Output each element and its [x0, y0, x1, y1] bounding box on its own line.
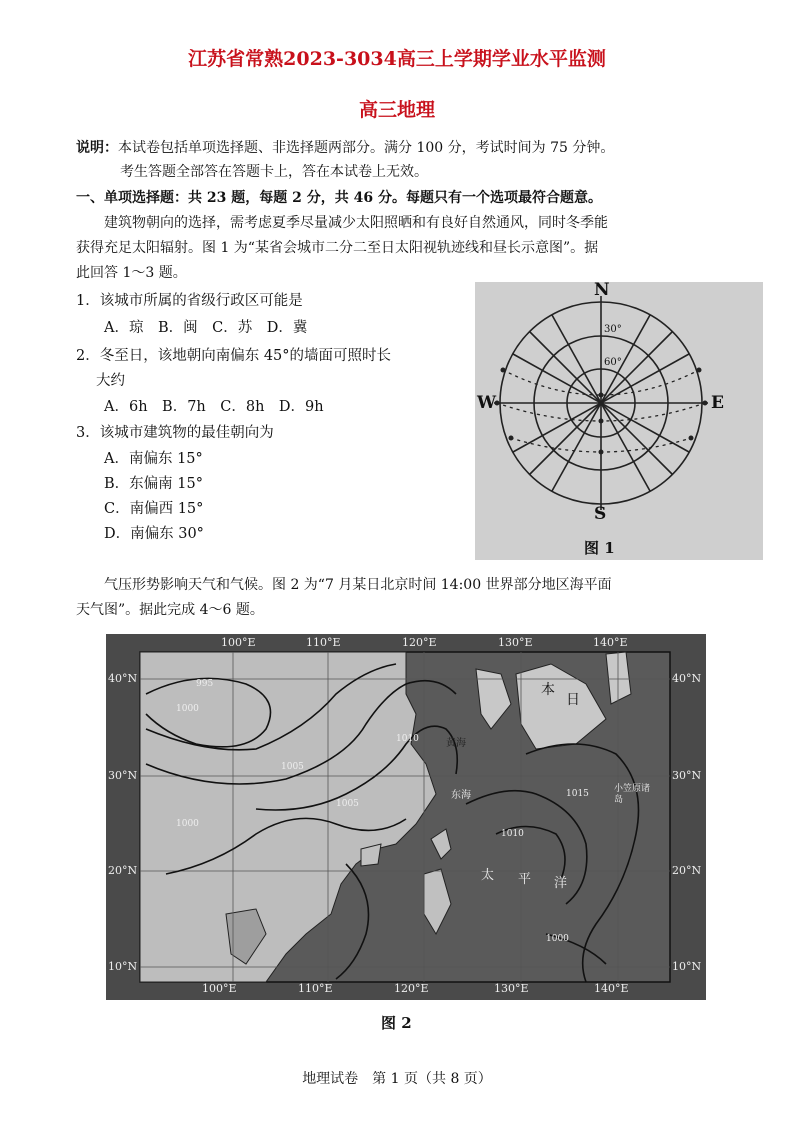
south-label: S: [594, 504, 607, 524]
figure-2-caption: 图 2: [381, 1014, 412, 1032]
question-1-stem: 1．该城市所属的省级行政区可能是: [76, 293, 303, 309]
figure-1-caption: 图 1: [584, 539, 615, 557]
figure-2-map: [106, 634, 706, 1000]
lat-label-40-left: 40°N: [108, 672, 138, 685]
pacific-label-2: 平: [518, 872, 532, 887]
japan-label-2: 本: [541, 682, 555, 698]
japan-label-1: 日: [566, 692, 580, 708]
page-footer: 地理试卷 第 1 页（共 8 页）: [302, 1071, 492, 1087]
question-3-option-b: B．东偏南 15°: [104, 476, 203, 492]
lon-label-130-bottom: 130°E: [494, 982, 529, 995]
intro-line2: 获得充足太阳辐射。图 1 为“某省会城市二分二至日太阳视轨迹线和昼长示意图”。据: [76, 240, 599, 256]
huanghai-label: 黄海: [446, 738, 466, 749]
question-3-stem: 3．该城市建筑物的最佳朝向为: [76, 425, 274, 441]
isobar-label-3: 1005: [281, 762, 304, 772]
lat-label-30-left: 30°N: [108, 769, 138, 782]
isobar-label-8: 1015: [566, 789, 589, 799]
lon-label-110-top: 110°E: [306, 636, 341, 649]
lat-label-10-right: 10°N: [672, 960, 702, 973]
north-label: N: [594, 280, 610, 300]
section-heading: 一、单项选择题：共 23 题，每题 2 分，共 46 分。每题只有一个选项最符合题意。: [76, 190, 602, 206]
question-1-options: A．琼 B．闽 C．苏 D．冀: [104, 320, 308, 336]
question-2-stem: 2．冬至日，该地朝向南偏东 45°的墙面可照时长: [76, 348, 392, 364]
lon-label-110-bottom: 110°E: [298, 982, 333, 995]
isobar-label-9: 1000: [546, 934, 569, 944]
bonin-islands-label: 小笠原诸岛: [614, 784, 651, 805]
figure-1: [475, 282, 763, 560]
lon-label-120-bottom: 120°E: [394, 982, 429, 995]
exam-subject: 高三地理: [358, 99, 435, 121]
lat-label-20-left: 20°N: [108, 864, 138, 877]
question-3-option-a: A．南偏东 15°: [104, 451, 203, 467]
lat-label-10-left: 10°N: [108, 960, 138, 973]
question-3-option-d: D．南偏东 30°: [104, 526, 204, 542]
intro2-line1: 气压形势影响天气和气候。图 2 为“7 月某日北京时间 14:00 世界部分地区海平面: [104, 577, 612, 593]
lon-label-140-bottom: 140°E: [594, 982, 629, 995]
isobar-label-4: 1010: [396, 734, 419, 744]
altitude-60-label: 60°: [604, 357, 622, 368]
lat-label-30-right: 30°N: [672, 769, 702, 782]
lon-label-100-bottom: 100°E: [202, 982, 237, 995]
question-3-option-c: C．南偏西 15°: [104, 501, 204, 517]
isobar-label-1: 995: [196, 679, 214, 689]
exam-title: 江苏省常熟2023-3034高三上学期学业水平监测: [188, 48, 606, 70]
intro2-line2: 天气图”。据此完成 4～6 题。: [76, 602, 264, 618]
instructions-block: [76, 137, 614, 159]
intro-line3: 此回答 1～3 题。: [76, 265, 187, 281]
question-2-options: A．6h B．7h C．8h D．9h: [104, 399, 324, 415]
hokkaido: [606, 652, 631, 704]
question-2-stem-cont: 大约: [96, 373, 125, 389]
lat-label-40-right: 40°N: [672, 672, 702, 685]
lon-label-140-top: 140°E: [593, 636, 628, 649]
isobar-label-6: 1005: [336, 799, 359, 809]
west-label: W: [477, 393, 497, 413]
intro-line1: 建筑物朝向的选择，需考虑夏季尽量减少太阳照晒和有良好自然通风，同时冬季能: [104, 215, 608, 231]
pacific-label-1: 太: [481, 868, 495, 883]
lon-label-100-top: 100°E: [221, 636, 256, 649]
lon-label-130-top: 130°E: [498, 636, 533, 649]
isobar-label-2: 1000: [176, 704, 199, 714]
lat-label-20-right: 20°N: [672, 864, 702, 877]
instructions-line2: 考生答题全部答在答题卡上，答在本试卷上无效。: [120, 164, 428, 180]
instructions-line1: 本试卷包括单项选择题、非选择题两部分。满分 100 分，考试时间为 75 分钟。: [118, 140, 615, 156]
instructions-label: 说明：: [76, 140, 118, 156]
east-label: E: [711, 393, 724, 413]
pacific-label-3: 洋: [554, 876, 568, 891]
lon-label-120-top: 120°E: [402, 636, 437, 649]
isobar-label-7: 1010: [501, 829, 524, 839]
isobar-label-5: 1000: [176, 819, 199, 829]
altitude-30-label: 30°: [604, 324, 622, 335]
donghai-label: 东海: [451, 790, 471, 801]
